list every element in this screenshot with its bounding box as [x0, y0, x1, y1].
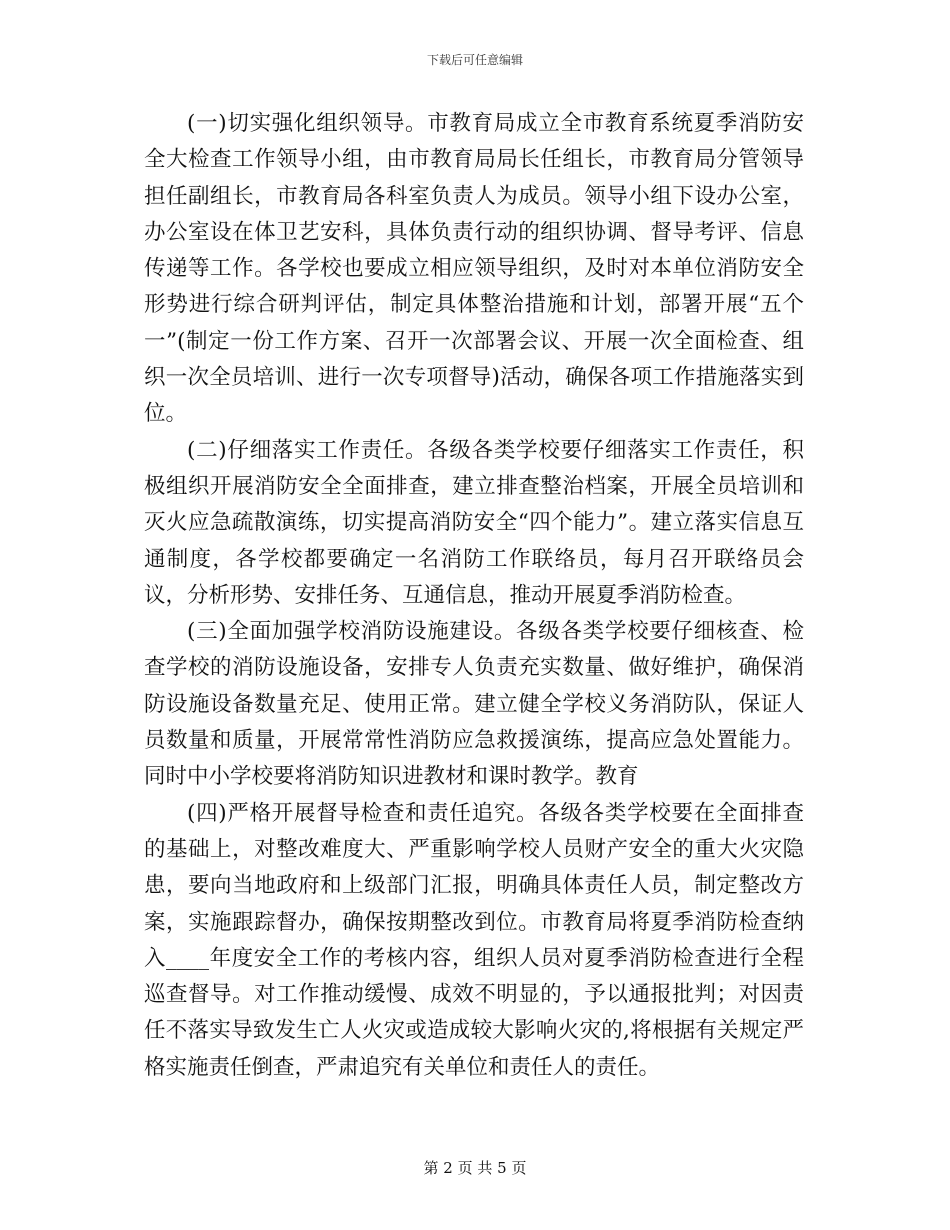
page-header-note: 下载后可任意编辑 [426, 53, 523, 67]
paragraph-organization: (一)切实强化组织领导。市教育局成立全市教育系统夏季消防安全大检查工作领导小组，由市教育局局长任组长，市教育局分管领导担任副组长，市教育局各科室负责人为成员。领导小组下设办公室，办公室设在体卫艺安科，具体负责行动的组织协调、督导考评、信息传递等工作。各学校也要成立相应领导组织，及时对本单位消防安全形势进行综合研判评估，制定具体整治措施和计划，部署开展“五个一”(制定一份工作方案、召开一次部署会议、开展一次全面检查、组织一次全员培训、进行一次专项督导)活动，确保各项工作措施落实到位。 [144, 111, 804, 427]
paragraph-supervision: (四)严格开展督导检查和责任追究。各级各类学校要在全面排查的基础上，对整改难度大、严重影响学校人员财产安全的重大火灾隐患，要向当地政府和上级部门汇报，明确具体责任人员，制定整改方案，实施跟踪督办，确保按期整改到位。市教育局将夏季消防检查纳入____年度安全工作的考核内容，组织人员对夏季消防检查进行全程巡查督导。对工作推动缓慢、成效不明显的，予以通报批判；对因责任不落实导致发生亡人火灾或造成较大影响火灾的,将根据有关规定严格实施责任倒查，严肃追究有关单位和责任人的责任。 [144, 800, 804, 1080]
page-number: 第 2 页 共 5 页 [423, 1159, 527, 1177]
paragraph-responsibility: (二)仔细落实工作责任。各级各类学校要仔细落实工作责任，积极组织开展消防安全全面排查，建立排查整治档案，开展全员培训和灭火应急疏散演练，切实提高消防安全“四个能力”。建立落实信息互通制度，各学校都要确定一名消防工作联络员，每月召开联络员会议，分析形势、安排任务、互通信息，推动开展夏季消防检查。 [144, 437, 804, 608]
paragraph-facilities: (三)全面加强学校消防设施建设。各级各类学校要仔细核查、检查学校的消防设施设备，安排专人负责充实数量、做好维护，确保消防设施设备数量充足、使用正常。建立健全学校义务消防队，保证人员数量和质量，开展常常性消防应急救援演练，提高应急处置能力。同时中小学校要将消防知识进教材和课时教学。教育 [144, 619, 804, 790]
document-body [144, 106, 804, 1086]
